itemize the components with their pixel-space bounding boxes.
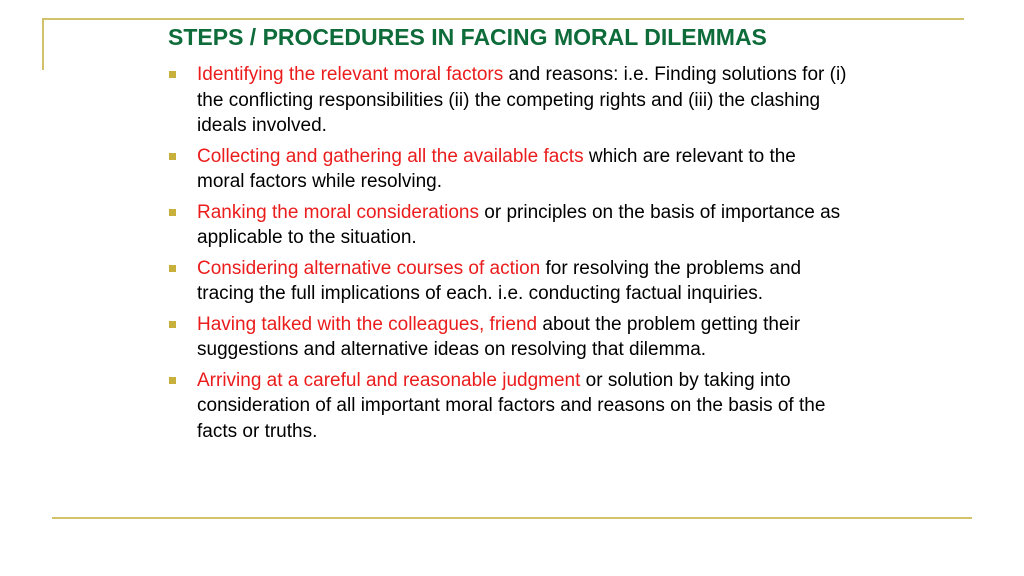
bullet-highlight: Having talked with the colleagues, friend (197, 313, 538, 335)
bullet-text: or principles on the basis of importance as applicable to the situation. (197, 201, 841, 248)
bullet-item (168, 312, 848, 363)
square-bullet-icon (169, 321, 176, 328)
frame-top-line (42, 18, 964, 20)
frame-bottom-line (52, 517, 972, 519)
bullet-text: about the problem getting their suggestions and alternative ideas on resolving that dilemma. (197, 313, 801, 360)
square-bullet-icon (169, 377, 176, 384)
bullet-text: and reasons: i.e. Finding solutions for (i) the conflicting responsibilities (ii) the competing rights and (iii) the clashing ideals involved. (197, 64, 847, 136)
bullet-highlight: Identifying the relevant moral factors (197, 64, 504, 85)
frame-left-line (42, 18, 44, 70)
bullet-highlight: Considering alternative courses of action (197, 257, 541, 279)
bullet-highlight: Ranking the moral considerations (197, 201, 479, 223)
slide-title: STEPS / PROCEDURES IN FACING MORAL DILEMMAS (168, 24, 767, 50)
bullet-text: for resolving the problems and tracing the full implications of each. i.e. conducting factual inquiries. (197, 257, 802, 304)
square-bullet-icon (169, 71, 176, 78)
bullet-item (168, 368, 848, 445)
bullet-text: which are relevant to the moral factors while resolving. (197, 145, 796, 192)
bullet-item (168, 144, 848, 195)
bullet-item (168, 200, 848, 251)
bullet-highlight: Arriving at a careful and reasonable judgment (197, 369, 581, 391)
square-bullet-icon (169, 265, 176, 272)
bullet-text: or solution by taking into consideration of all important moral factors and reasons on the basis of the facts or truths. (197, 369, 826, 442)
bullet-highlight: Collecting and gathering all the available facts (197, 145, 584, 167)
bullet-list (168, 62, 848, 449)
square-bullet-icon (169, 153, 176, 160)
square-bullet-icon (169, 209, 176, 216)
bullet-item (168, 62, 848, 139)
bullet-item (168, 256, 848, 307)
